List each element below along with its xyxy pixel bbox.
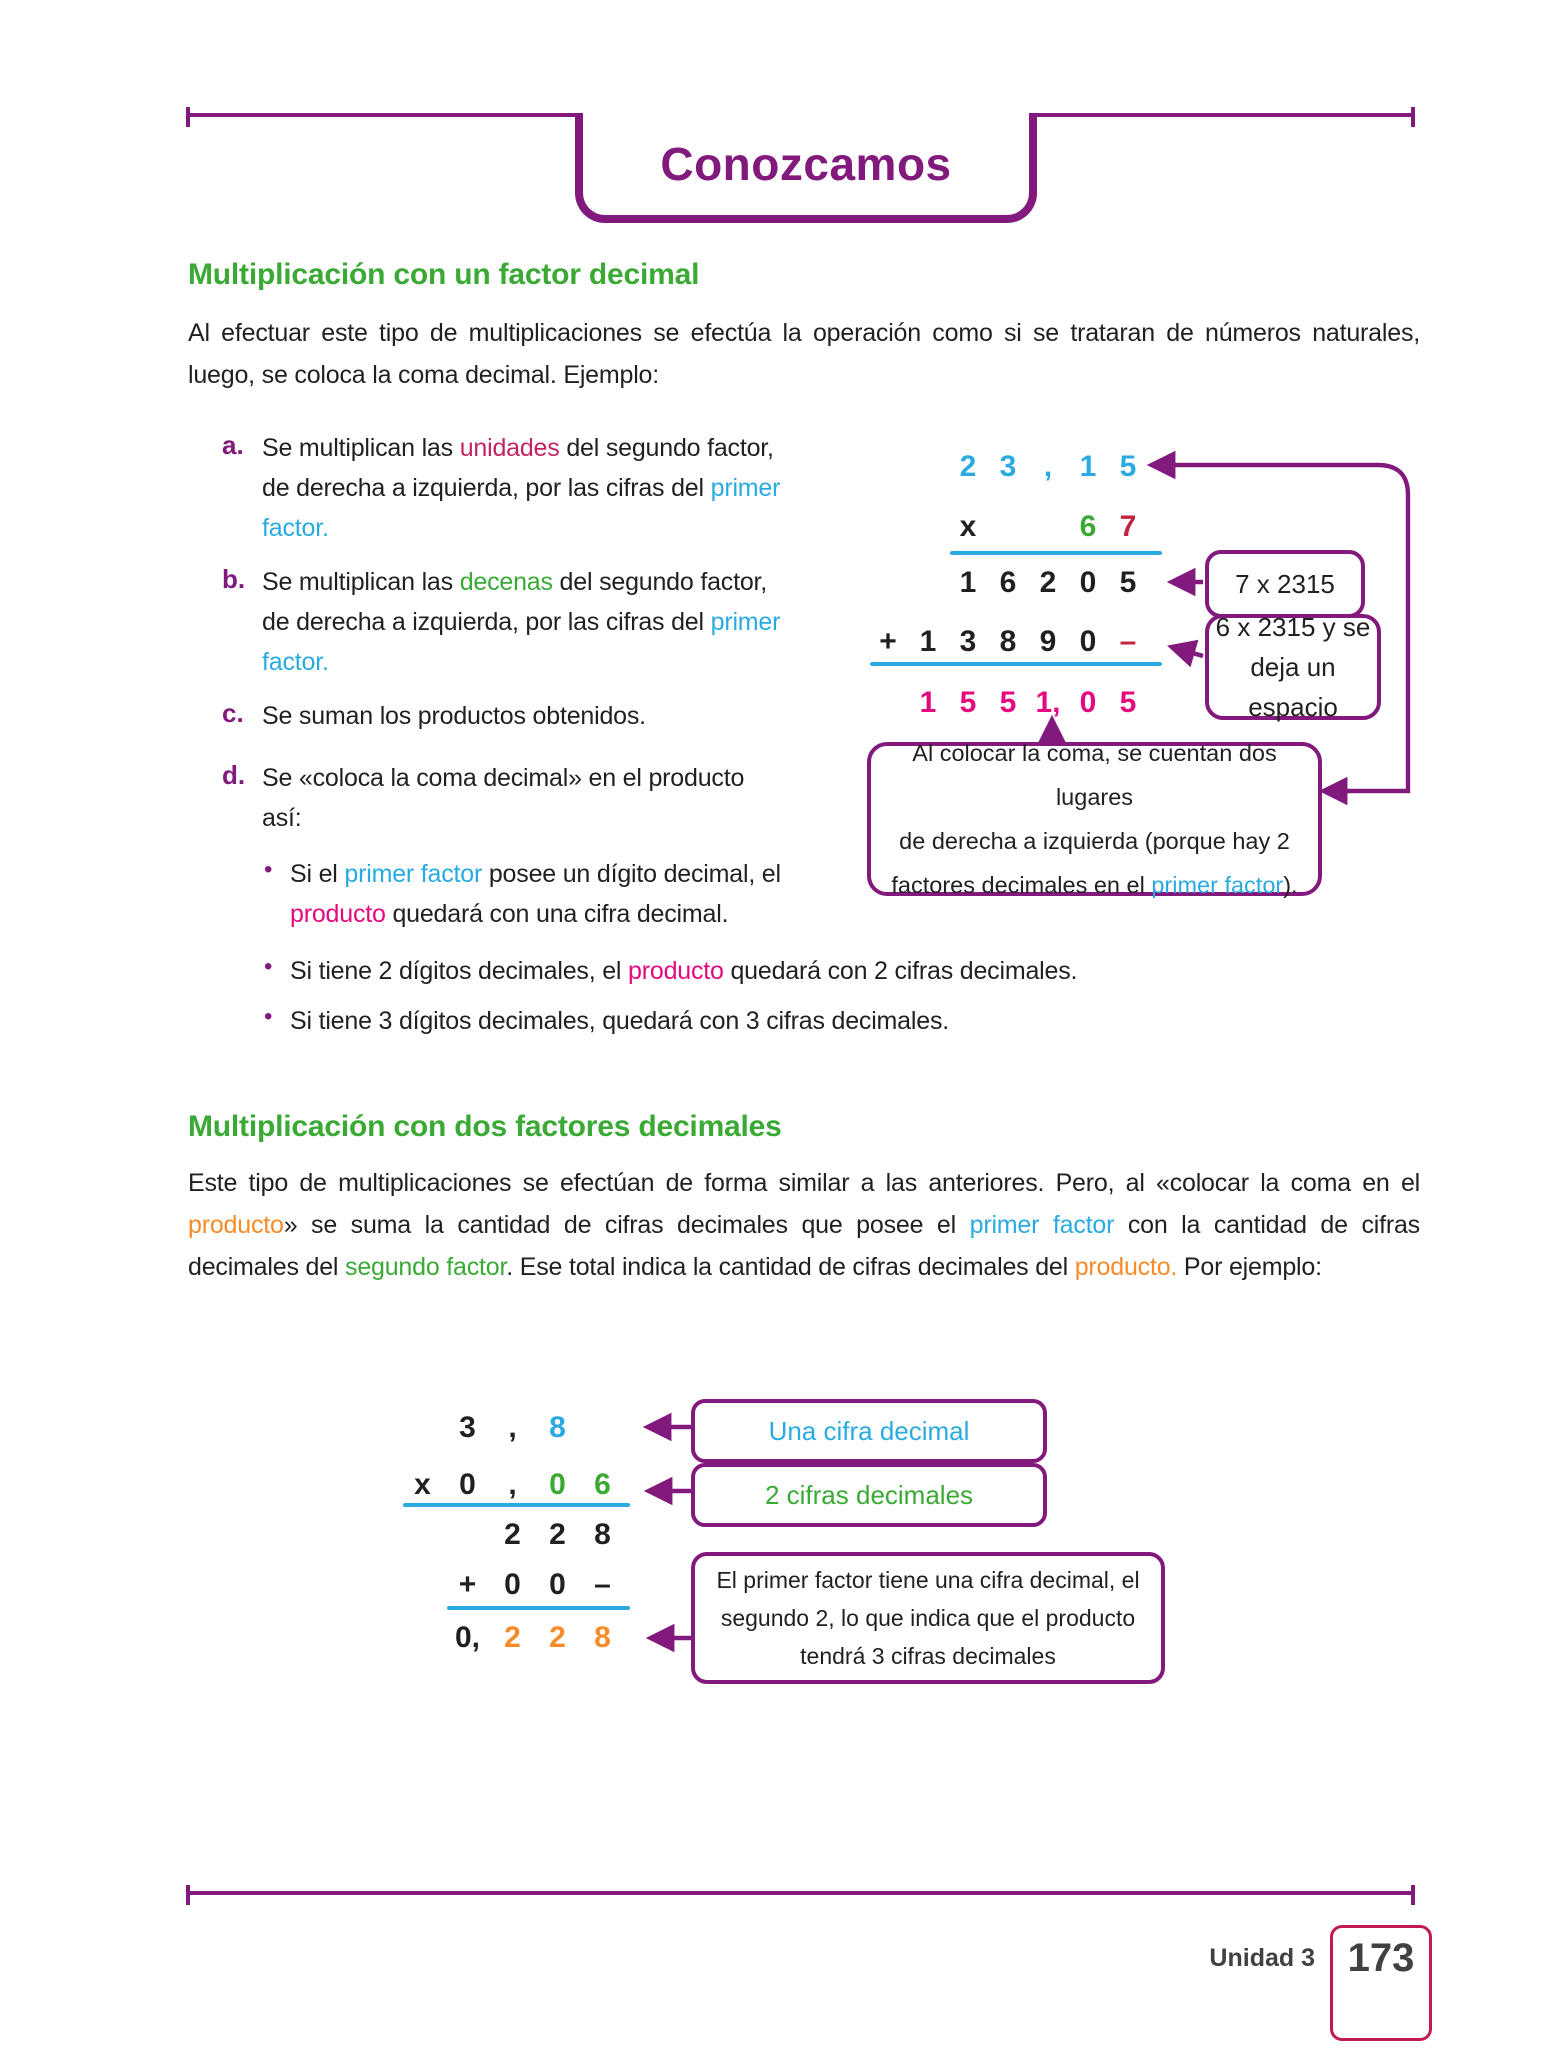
digit-cell: 8 (999, 625, 1017, 658)
digit-cell: 7 (1119, 510, 1137, 543)
math-row (400, 1616, 625, 1660)
text-segment: decenas (459, 568, 553, 596)
digit-cell: 6 (594, 1468, 611, 1501)
callout-two-decimals (691, 1463, 1047, 1527)
text-segment: primer factor (969, 1211, 1115, 1239)
digit-cell: 8 (594, 1621, 611, 1654)
sum-rule (447, 1606, 630, 1610)
math-row (400, 1463, 625, 1507)
callout-text: 2 cifras decimales (764, 1479, 974, 1510)
top-rule-left-tick (186, 107, 190, 127)
text-segment: factor. (262, 514, 329, 542)
digit-cell: 0 (1079, 625, 1097, 658)
text-segment: primer factor (1151, 872, 1284, 898)
footer-unit-label: Unidad 3 (1209, 1944, 1315, 1972)
callout-line: tendrá 3 cifras decimales (800, 1643, 1056, 1669)
digit-cell: 5 (959, 686, 977, 719)
text-segment: Si tiene 3 dígitos decimales, quedará con 3 cifras decimales. (290, 1007, 949, 1035)
digit-cell: – (1119, 625, 1137, 658)
digit-cell: 2 (504, 1621, 521, 1654)
callout-text: Una cifra decimal (768, 1415, 970, 1446)
item-b-label: b. (222, 564, 246, 594)
callout-place-comma (867, 742, 1322, 896)
item-a-label: a. (222, 430, 244, 460)
text-segment: primer (710, 474, 781, 502)
digit-cell: 6 (1079, 510, 1097, 543)
text-segment: del segundo factor, (559, 434, 774, 462)
digit-cell: + (879, 625, 897, 658)
text-segment: Se suman los productos obtenidos. (262, 702, 646, 730)
digit-cell: 8 (549, 1411, 566, 1444)
sum-rule (870, 662, 1162, 666)
digit-cell: 1 (959, 566, 977, 599)
banner-title: Conozcamos (660, 138, 952, 190)
callout-6x2315 (1205, 614, 1381, 720)
digit-cell: 5 (1119, 686, 1137, 719)
text-segment: quedará con una cifra decimal. (385, 900, 729, 928)
digit-cell: 3 (459, 1411, 476, 1444)
text-segment: con la cantidad de cifras decimales del (188, 1211, 1420, 1281)
digit-cell: x (414, 1468, 431, 1501)
digit-cell: 0 (459, 1468, 476, 1501)
multiplication-example-1 (868, 445, 1148, 747)
digit-cell: 3 (959, 625, 977, 658)
banner-box (575, 113, 1037, 223)
text-segment: . Ese total indica la cantidad de cifras decimales del (506, 1253, 1075, 1281)
digit-cell: 3 (999, 450, 1017, 483)
section2-heading: Multiplicación con dos factores decimales (188, 1110, 782, 1143)
multiplication-example-2 (400, 1406, 625, 1666)
digit-cell: 6 (999, 566, 1017, 599)
bottom-rule (188, 1891, 1413, 1895)
product-rule (950, 551, 1162, 555)
math-row (868, 620, 1148, 664)
bullet-1-text (290, 854, 910, 934)
text-segment: Por ejemplo: (1177, 1253, 1322, 1281)
text-segment: producto. (1074, 1253, 1178, 1281)
section2-intro (188, 1162, 1420, 1288)
text-segment: Este tipo de multiplicaciones se efectúan de forma similar a las anteriores. Pero, al «colocar la coma en el (188, 1169, 1420, 1197)
digit-cell: , (508, 1468, 517, 1501)
page-number-box (1330, 1925, 1432, 2041)
digit-cell: 5 (1119, 566, 1137, 599)
digit-cell: 2 (1039, 566, 1057, 599)
math-row (868, 505, 1148, 549)
callout-line (871, 819, 1318, 863)
digit-cell: x (959, 510, 977, 543)
callout-line: El primer factor tiene una cifra decimal, el (716, 1567, 1140, 1593)
text-segment: Al colocar la coma, se cuentan dos lugares (912, 740, 1277, 810)
digit-cell: 2 (504, 1518, 521, 1551)
digit-cell: , (508, 1411, 517, 1444)
text-segment: Si tiene 2 dígitos decimales, el (290, 957, 629, 985)
item-a-text (262, 428, 882, 548)
text-segment: de derecha a izquierda, por las cifras del (262, 608, 711, 636)
top-rule-right-tick (1411, 107, 1415, 127)
bullet-3-text (290, 1001, 1250, 1041)
text-segment: primer (710, 608, 781, 636)
text-segment: de derecha a izquierda, por las cifras del (262, 474, 711, 502)
text-segment: unidades (459, 434, 560, 462)
callout-one-decimal (691, 1399, 1047, 1463)
callout-line (871, 863, 1318, 907)
digit-cell: 0 (504, 1568, 521, 1601)
text-segment: primer factor (344, 860, 483, 888)
text-segment: Se multiplican las (262, 434, 460, 462)
digit-cell: + (458, 1568, 477, 1601)
text-segment: quedará con 2 cifras decimales. (723, 957, 1078, 985)
callout-three-decimals (691, 1552, 1165, 1684)
bottom-rule-right-tick (1411, 1885, 1415, 1905)
callout-line (871, 731, 1318, 819)
math-row (400, 1406, 625, 1450)
text-segment: Se «coloca la coma decimal» en el producto (262, 764, 745, 792)
text-segment: así: (262, 804, 302, 832)
section1-heading: Multiplicación con un factor decimal (188, 258, 700, 291)
text-segment: Si el (290, 860, 345, 888)
text-segment: Al efectuar este tipo de multiplicaciones se efectúa la operación como si se trataran de números naturales, luego, se coloca la coma decimal. Ejemplo: (188, 319, 1420, 389)
digit-cell: 0, (454, 1621, 481, 1654)
section1-intro (188, 312, 1420, 396)
item-c-text (262, 696, 882, 736)
digit-cell: 1, (1035, 686, 1061, 719)
item-b-text (262, 562, 882, 682)
text-segment: factor. (262, 648, 329, 676)
bottom-rule-left-tick (186, 1885, 190, 1905)
text-segment: producto (628, 957, 724, 985)
callout-line: segundo 2, lo que indica que el producto (720, 1605, 1136, 1631)
item-c-label: c. (222, 698, 244, 728)
digit-cell: 0 (549, 1468, 566, 1501)
math-row (400, 1513, 625, 1557)
bullet-2-text (290, 951, 1250, 991)
text-segment: de derecha a izquierda (porque hay 2 (899, 828, 1290, 854)
digit-cell: 8 (594, 1518, 611, 1551)
callout-line: deja un espacio (1248, 652, 1338, 722)
bullet-icon: • (264, 1003, 273, 1030)
digit-cell: 0 (1079, 686, 1097, 719)
digit-cell: , (1043, 450, 1053, 483)
callout-text: 7 x 2315 (1235, 568, 1335, 599)
callout-line: 6 x 2315 y se (1215, 612, 1371, 642)
digit-cell: 0 (1079, 566, 1097, 599)
text-segment: del segundo factor, (552, 568, 768, 596)
digit-cell: 5 (999, 686, 1017, 719)
math-row (868, 445, 1148, 489)
digit-cell: 2 (549, 1518, 566, 1551)
page-number: 173 (1347, 1936, 1415, 1980)
digit-cell: 9 (1039, 625, 1057, 658)
item-d-text (262, 758, 882, 838)
text-segment: posee un dígito decimal, el (482, 860, 781, 888)
digit-cell: 1 (919, 686, 937, 719)
math-row (868, 561, 1148, 605)
text-segment: producto (290, 900, 386, 928)
digit-cell: 2 (959, 450, 977, 483)
text-segment: factores decimales en el (891, 872, 1152, 898)
text-segment: segundo factor (345, 1253, 507, 1281)
text-segment: producto (188, 1211, 284, 1239)
math-row (868, 681, 1148, 725)
bullet-icon: • (264, 953, 273, 980)
bullet-icon: • (264, 856, 273, 883)
text-segment: ). (1283, 872, 1298, 898)
math-row (400, 1563, 625, 1607)
text-segment: Se multiplican las (262, 568, 460, 596)
item-d-label: d. (222, 760, 246, 790)
digit-cell: 5 (1119, 450, 1137, 483)
digit-cell: 1 (1079, 450, 1097, 483)
product-rule (403, 1503, 630, 1507)
digit-cell: 1 (919, 625, 937, 658)
digit-cell: 2 (549, 1621, 566, 1654)
arrow-row-13890 (1172, 647, 1203, 656)
digit-cell: 0 (549, 1568, 566, 1601)
digit-cell: – (594, 1568, 611, 1601)
text-segment: » se suma la cantidad de cifras decimales que posee el (283, 1211, 970, 1239)
